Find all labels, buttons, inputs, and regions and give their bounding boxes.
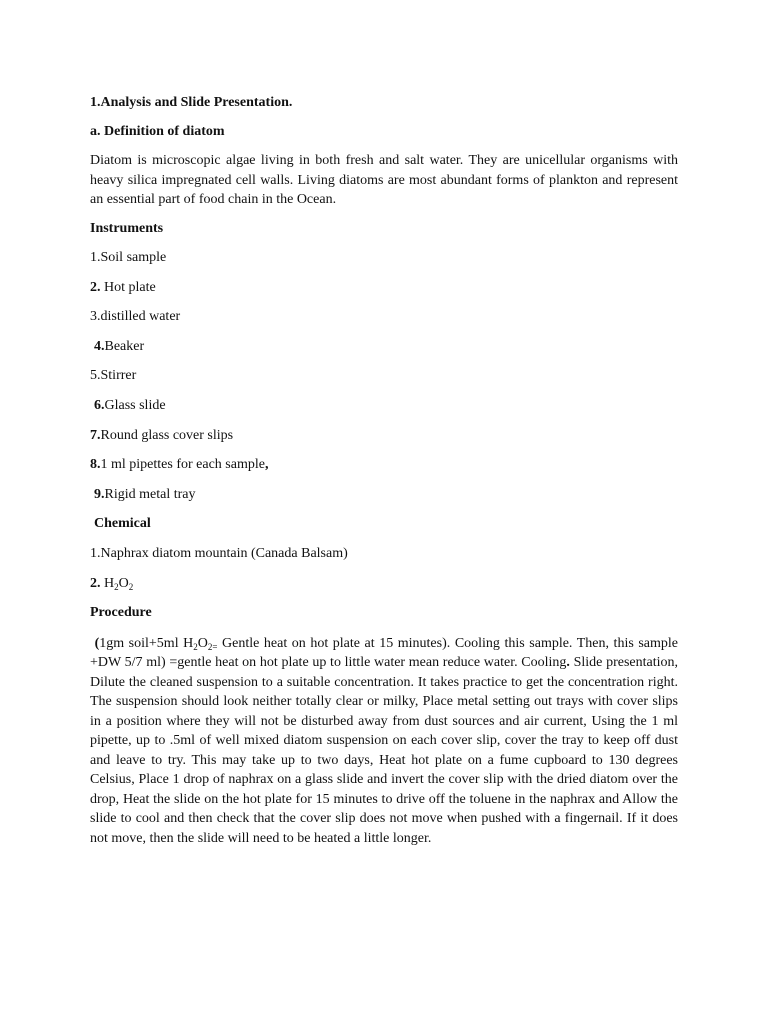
instrument-number: 5. — [90, 368, 101, 384]
instrument-number: 8. — [90, 457, 101, 473]
procedure-heading: Procedure — [90, 605, 152, 621]
procedure-text-2: O — [197, 635, 208, 651]
instrument-label: Glass slide — [104, 398, 166, 414]
document-heading: 1.Analysis and Slide Presentation. — [90, 95, 293, 110]
procedure-subscript-1: 2 — [193, 641, 198, 652]
instrument-number: 1. — [90, 250, 101, 266]
procedure-text-4: Slide presentation, Dilute the cleaned suspension to a suitable concentration. It takes practice to get the concentration right. The suspension should look neither totally clear or milky, Place metal setting out trays with cover slips in a position where they will not be disturbed away from dust sources and air current, Using the 1 ml pipette, up to .5ml of well mixed diatom suspension on each cover slip, cover the tray to keep off dust and leave to try. This may take up to two days, Heat hot plate on a fume cupboard to 130 degrees Celsius, Place 1 drop of naphrax on a glass slide and invert the cover slip with the dried diatom over the drop, Heat the slide on the hot plate for 15 minutes to drive off the toluene in the naphrax and Allow the slide to cool and then check that the cover slip does not move when pushed with a fingernail. If it does not move, then the slide will need to be heated a little longer. — [90, 655, 679, 846]
formula-o: O — [118, 575, 129, 591]
instrument-number: 3. — [90, 309, 101, 325]
instrument-item-9 — [90, 486, 678, 504]
instrument-item-2 — [90, 279, 678, 297]
chemical-formula — [104, 576, 133, 591]
instrument-item-4 — [90, 338, 678, 356]
instrument-label: Stirrer — [100, 368, 137, 384]
instrument-number: 7. — [90, 427, 101, 443]
instrument-label: distilled water — [100, 309, 181, 325]
procedure-text-3: Gentle heat on hot plate at 15 minutes). Cooling this sample. Then, this sample +DW 5/7 ml) =gentle heat on hot plate up to little water mean reduce water. Cooling — [90, 635, 679, 671]
chemical-number: 2. — [90, 575, 101, 591]
definition-paragraph: Diatom is microscopic algae living in both fresh and salt water. They are unicellular organisms with heavy silica impregnated cell walls. Living diatoms are most abundant forms of plankton and represent an essential part of food chain in the Ocean. — [90, 153, 678, 207]
instrument-label: Rigid metal tray — [104, 486, 196, 502]
instrument-number: 6. — [94, 398, 105, 414]
document-page — [90, 94, 678, 848]
instrument-number: 2. — [90, 279, 101, 295]
formula-h: H — [104, 575, 115, 591]
procedure-paragraph — [90, 634, 678, 849]
chemical-heading: Chemical — [94, 516, 151, 532]
instruments-heading: Instruments — [90, 220, 164, 236]
procedure-open-paren: ( — [94, 635, 100, 651]
instrument-item-6 — [90, 397, 678, 415]
instrument-item-5 — [90, 367, 678, 385]
instrument-label: 1 ml pipettes for each sample — [100, 457, 265, 473]
instrument-label: Soil sample — [100, 250, 167, 266]
instrument-item-3 — [90, 308, 678, 326]
instrument-item-8 — [90, 456, 678, 474]
instrument-item-1 — [90, 249, 678, 267]
section-a-heading: a. Definition of diatom — [90, 124, 225, 139]
instrument-number: 4. — [94, 338, 105, 354]
procedure-text-1: 1gm soil+5ml H — [99, 635, 194, 651]
instrument-label: Round glass cover slips — [100, 427, 234, 443]
chemical-item-1: 1.Naphrax diatom mountain (Canada Balsam) — [90, 546, 348, 562]
instrument-label: Beaker — [104, 338, 145, 354]
instrument-suffix: , — [264, 457, 269, 473]
procedure-period: . — [566, 655, 570, 671]
chemical-item-2 — [90, 575, 678, 593]
formula-subscript: 2 — [114, 581, 119, 592]
instrument-label: Hot plate — [100, 279, 156, 295]
formula-subscript: 2 — [128, 581, 134, 592]
instrument-number: 9. — [94, 486, 105, 502]
procedure-subscript-2: 2= — [207, 641, 218, 652]
instrument-item-7 — [90, 427, 678, 445]
